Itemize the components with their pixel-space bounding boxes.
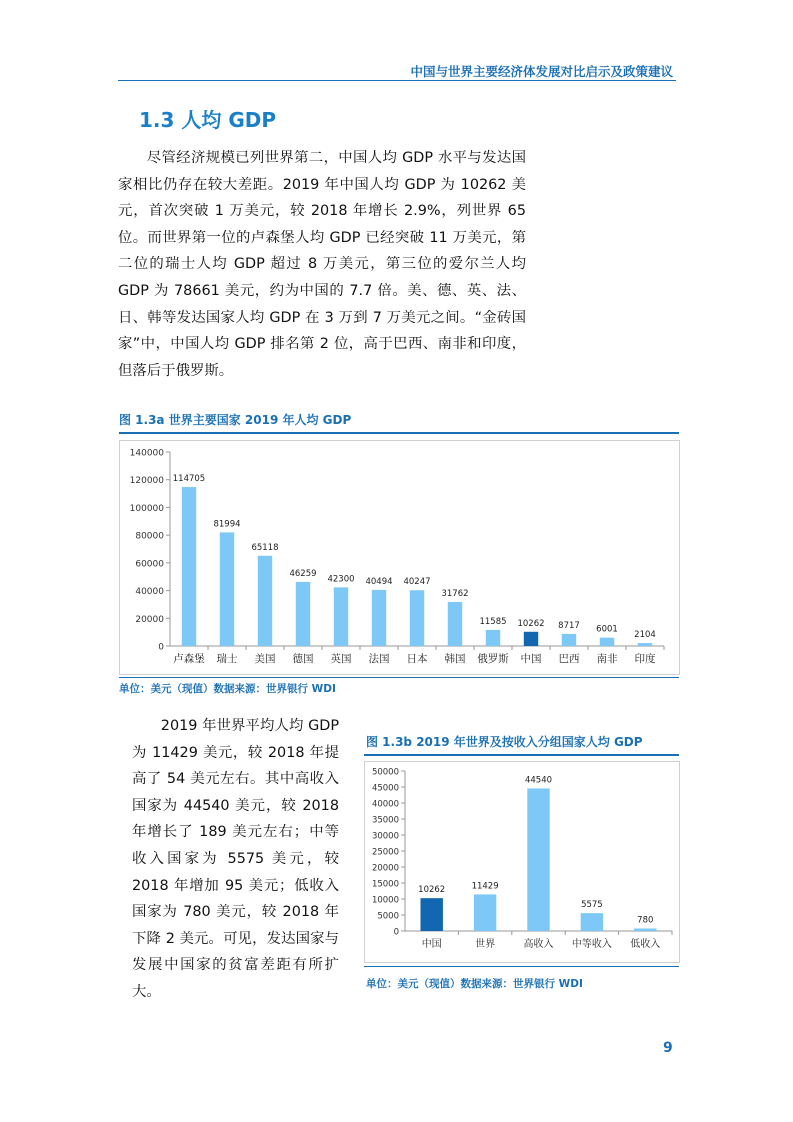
x-tick-label: 德国 xyxy=(292,653,314,665)
y-tick-label: 40000 xyxy=(371,799,399,810)
data-label: 46259 xyxy=(289,568,317,579)
bar-3 xyxy=(527,788,549,931)
data-label: 10262 xyxy=(517,618,545,629)
data-label: 780 xyxy=(637,915,654,926)
data-label: 44540 xyxy=(524,775,553,786)
x-tick-label: 瑞士 xyxy=(216,653,238,665)
data-label: 40247 xyxy=(403,577,431,588)
y-tick-label: 120000 xyxy=(129,476,164,487)
bar-3 xyxy=(258,556,272,646)
x-tick-label: 南非 xyxy=(596,653,618,665)
y-tick-label: 10000 xyxy=(371,895,399,906)
bar-6 xyxy=(372,590,386,646)
data-label: 11585 xyxy=(479,616,507,627)
x-tick-label: 俄罗斯 xyxy=(477,653,509,665)
x-tick-label: 世界 xyxy=(475,939,496,950)
page-number: 9 xyxy=(663,1040,673,1056)
figure-b-title: 图 1.3b 2019 年世界及按收入分组国家人均 GDP xyxy=(366,735,643,749)
data-label: 31762 xyxy=(441,588,469,599)
bar-4 xyxy=(296,582,310,646)
x-tick-label: 卢森堡 xyxy=(173,653,205,665)
x-tick-label: 中国 xyxy=(520,653,542,665)
bar-2 xyxy=(474,894,496,931)
data-label: 11429 xyxy=(471,881,499,892)
data-label: 40494 xyxy=(365,576,393,587)
figure-a-bottom-rule xyxy=(119,677,679,678)
figure-b-bottom-rule xyxy=(364,966,679,967)
x-tick-label: 日本 xyxy=(406,653,428,665)
figure-b-chart xyxy=(364,761,680,963)
y-tick-label: 20000 xyxy=(135,614,164,625)
y-tick-label: 30000 xyxy=(371,831,399,842)
y-tick-label: 100000 xyxy=(129,503,164,514)
x-tick-label: 高收入 xyxy=(523,939,554,950)
x-tick-label: 美国 xyxy=(254,653,276,665)
x-tick-label: 韩国 xyxy=(444,653,466,665)
bar-1 xyxy=(182,487,196,646)
x-tick-label: 中国 xyxy=(421,939,442,950)
y-tick-label: 45000 xyxy=(371,783,399,794)
data-label: 81994 xyxy=(213,519,241,530)
figure-a-chart xyxy=(119,440,680,675)
bar-13 xyxy=(638,643,652,646)
figure-b-svg xyxy=(365,762,679,962)
data-label: 8717 xyxy=(558,620,580,631)
data-label: 6001 xyxy=(596,624,618,635)
bar-1 xyxy=(420,898,442,931)
bar-8 xyxy=(448,602,462,646)
bar-12 xyxy=(600,638,614,646)
data-label: 114705 xyxy=(172,474,206,485)
figure-a-svg xyxy=(120,441,679,674)
y-tick-label: 25000 xyxy=(371,847,399,858)
y-tick-label: 0 xyxy=(393,927,399,938)
x-tick-label: 低收入 xyxy=(630,939,661,950)
x-tick-label: 法国 xyxy=(368,653,390,665)
figure-b-note: 单位：美元（现值）数据来源：世界银行 WDI xyxy=(366,978,583,990)
running-header: 中国与世界主要经济体发展对比启示及政策建议 xyxy=(410,64,673,79)
bar-9 xyxy=(486,630,500,646)
figure-b-top-rule xyxy=(364,754,679,756)
header-rule xyxy=(118,80,676,81)
y-tick-label: 20000 xyxy=(371,863,399,874)
y-tick-label: 40000 xyxy=(135,587,164,598)
data-label: 2104 xyxy=(634,630,656,641)
y-tick-label: 80000 xyxy=(135,531,164,542)
y-tick-label: 140000 xyxy=(129,448,164,459)
data-label: 65118 xyxy=(251,542,279,553)
section-title: 1.3 人均 GDP xyxy=(139,108,277,132)
data-label: 5575 xyxy=(581,900,603,911)
y-tick-label: 50000 xyxy=(371,767,399,778)
x-tick-label: 巴西 xyxy=(558,653,580,665)
body-paragraph-1: 尽管经济规模已列世界第二，中国人均 GDP 水平与发达国家相比仍存在较大差距。2019 年中国人均 GDP 为 10262 美元，首次突破 1 万美元，较 2018 年增长 2.9%，列世界 65 位。而世界第一位的卢森堡人均 GDP 已经突破 11 万美元，第二位的瑞士人均 GDP 超过 8 万美元，第三位的爱尔兰人均 GDP 为 78661 美元，约为中国的 7.7 倍。美、德、英、法、日、韩等发达国家人均 GDP 在 3 万到 7 万美元之间。“金砖国家”中，中国人均 GDP 排名第 2 位，高于巴西、南非和印度，但落后于俄罗斯。 xyxy=(118,150,526,379)
figure-a-note: 单位：美元（现值）数据来源：世界银行 WDI xyxy=(119,683,336,695)
data-label: 42300 xyxy=(327,574,355,585)
y-tick-label: 0 xyxy=(158,642,164,653)
bar-7 xyxy=(410,590,424,646)
body-paragraph-2: 2019 年世界平均人均 GDP 为 11429 美元，较 2018 年提高了 54 美元左右。其中高收入国家为 44540 美元，较 2018 年增长了 189 美元左右；中等收入国家为 5575 美元，较 2018 年增加 95 美元；低收入国家为 780 美元，较 2018 年下降 2 美元。可见，发达国家与发展中国家的贫富差距有所扩大。 xyxy=(132,718,339,1000)
bar-2 xyxy=(220,532,234,646)
y-tick-label: 15000 xyxy=(371,879,399,890)
bar-10 xyxy=(524,632,538,646)
x-tick-label: 印度 xyxy=(634,653,656,665)
y-tick-label: 60000 xyxy=(135,559,164,570)
bar-4 xyxy=(581,913,603,931)
data-label: 10262 xyxy=(418,885,446,896)
y-tick-label: 5000 xyxy=(377,911,399,922)
x-tick-label: 英国 xyxy=(330,653,352,665)
x-tick-label: 中等收入 xyxy=(571,939,612,950)
bar-5 xyxy=(334,587,348,646)
figure-a-top-rule xyxy=(119,432,679,434)
bar-5 xyxy=(634,929,656,931)
y-tick-label: 35000 xyxy=(371,815,399,826)
bar-11 xyxy=(562,634,576,646)
figure-a-title: 图 1.3a 世界主要国家 2019 年人均 GDP xyxy=(119,413,352,427)
